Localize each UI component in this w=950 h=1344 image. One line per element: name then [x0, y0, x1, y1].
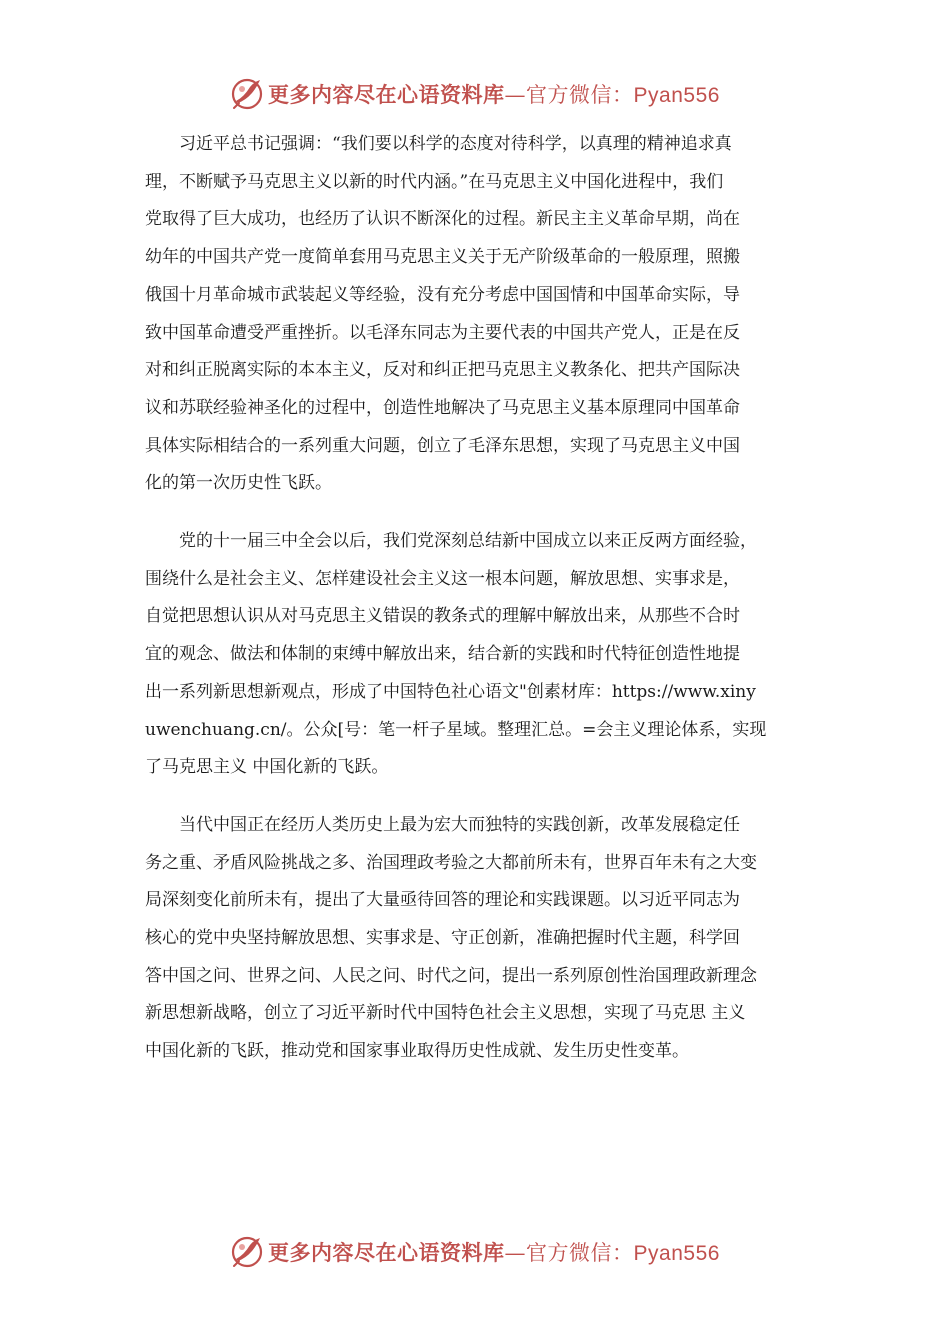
text-line: 答中国之问、世界之问、人民之问、时代之问，提出一系列原创性治国理政新理念: [145, 965, 757, 986]
document-body: [145, 126, 825, 1091]
text-line: 理，不断赋予马克思主义以新的时代内涵。”在马克思主义中国化进程中，我们: [145, 171, 724, 192]
header-banner-wechat: 官方微信：Pyan556: [526, 84, 720, 107]
text-line: uwenchuang.cn/。公众[号：笔一杆子星域。整理汇总。=会主义理论体系，实现: [145, 719, 767, 740]
header-banner-title: 更多内容尽在心语资料库: [268, 82, 505, 107]
text-line: 习近平总书记强调：“我们要以科学的态度对待科学，以真理的精神追求真: [179, 134, 732, 154]
footer-banner-title: 更多内容尽在心语资料库: [268, 1240, 505, 1265]
footer-banner-wechat: 官方微信：Pyan556: [526, 1242, 720, 1265]
text-line: 对和纠正脱离实际的本本主义，反对和纠正把马克思主义教条化、把共产国际决: [145, 360, 740, 381]
footer-banner-text: [268, 1237, 720, 1267]
text-line: 幼年的中国共产党一度简单套用马克思主义关于无产阶级革命的一般原理，照搬: [145, 247, 740, 268]
paragraph-2: [145, 523, 825, 787]
header-banner-separator: —: [504, 83, 527, 107]
text-line: 俄国十月革命城市武装起义等经验，没有充分考虑中国国情和中国革命实际，导: [145, 284, 740, 305]
text-line: 中国化新的飞跃，推动党和国家事业取得历史性成就、发生历史性变革。: [145, 1041, 689, 1062]
text-line: 核心的党中央坚持解放思想、实事求是、守正创新，准确把握时代主题，科学回: [145, 928, 740, 949]
text-line: 当代中国正在经历人类历史上最为宏大而独特的实践创新，改革发展稳定任: [179, 814, 740, 835]
text-line: 具体实际相结合的一系列重大问题，创立了毛泽东思想，实现了马克思主义中国: [145, 435, 740, 456]
header-banner: [0, 74, 950, 114]
text-line: 致中国革命遭受严重挫折。以毛泽东同志为主要代表的中国共产党人，正是在反: [145, 322, 740, 343]
text-line: 议和苏联经验神圣化的过程中，创造性地解决了马克思主义基本原理同中国革命: [145, 397, 740, 418]
paragraph-3: [145, 807, 825, 1071]
text-line: 出一系列新思想新观点，形成了中国特色社心语文"创素材库：https://www.xiny: [145, 681, 756, 702]
text-line: 务之重、矛盾风险挑战之多、治国理政考验之大都前所未有，世界百年未有之大变: [145, 852, 757, 873]
text-line: 党取得了巨大成功，也经历了认识不断深化的过程。新民主主义革命早期，尚在: [145, 209, 740, 230]
text-line: 宜的观念、做法和体制的束缚中解放出来，结合新的实践和时代特征创造性地提: [145, 644, 740, 665]
text-line: 局深刻变化前所未有，提出了大量亟待回答的理论和实践课题。以习近平同志为: [145, 890, 740, 911]
quill-logo-icon: [230, 1235, 264, 1269]
paragraph-1: [145, 126, 825, 503]
quill-logo-icon: [230, 77, 264, 111]
footer-banner: [0, 1232, 950, 1272]
header-banner-text: [268, 79, 720, 109]
text-line: 自觉把思想认识从对马克思主义错误的教条式的理解中解放出来，从那些不合时: [145, 606, 740, 627]
text-line: 党的十一届三中全会以后，我们党深刻总结新中国成立以来正反两方面经验，: [179, 531, 757, 552]
footer-banner-separator: —: [504, 1241, 527, 1265]
text-line: 新思想新战略，创立了习近平新时代中国特色社会主义思想，实现了马克思 主义: [145, 1003, 746, 1024]
text-line: 了马克思主义 中国化新的飞跃。: [145, 757, 389, 778]
text-line: 化的第一次历史性飞跃。: [145, 473, 332, 494]
text-line: 围绕什么是社会主义、怎样建设社会主义这一根本问题，解放思想、实事求是，: [145, 568, 740, 589]
